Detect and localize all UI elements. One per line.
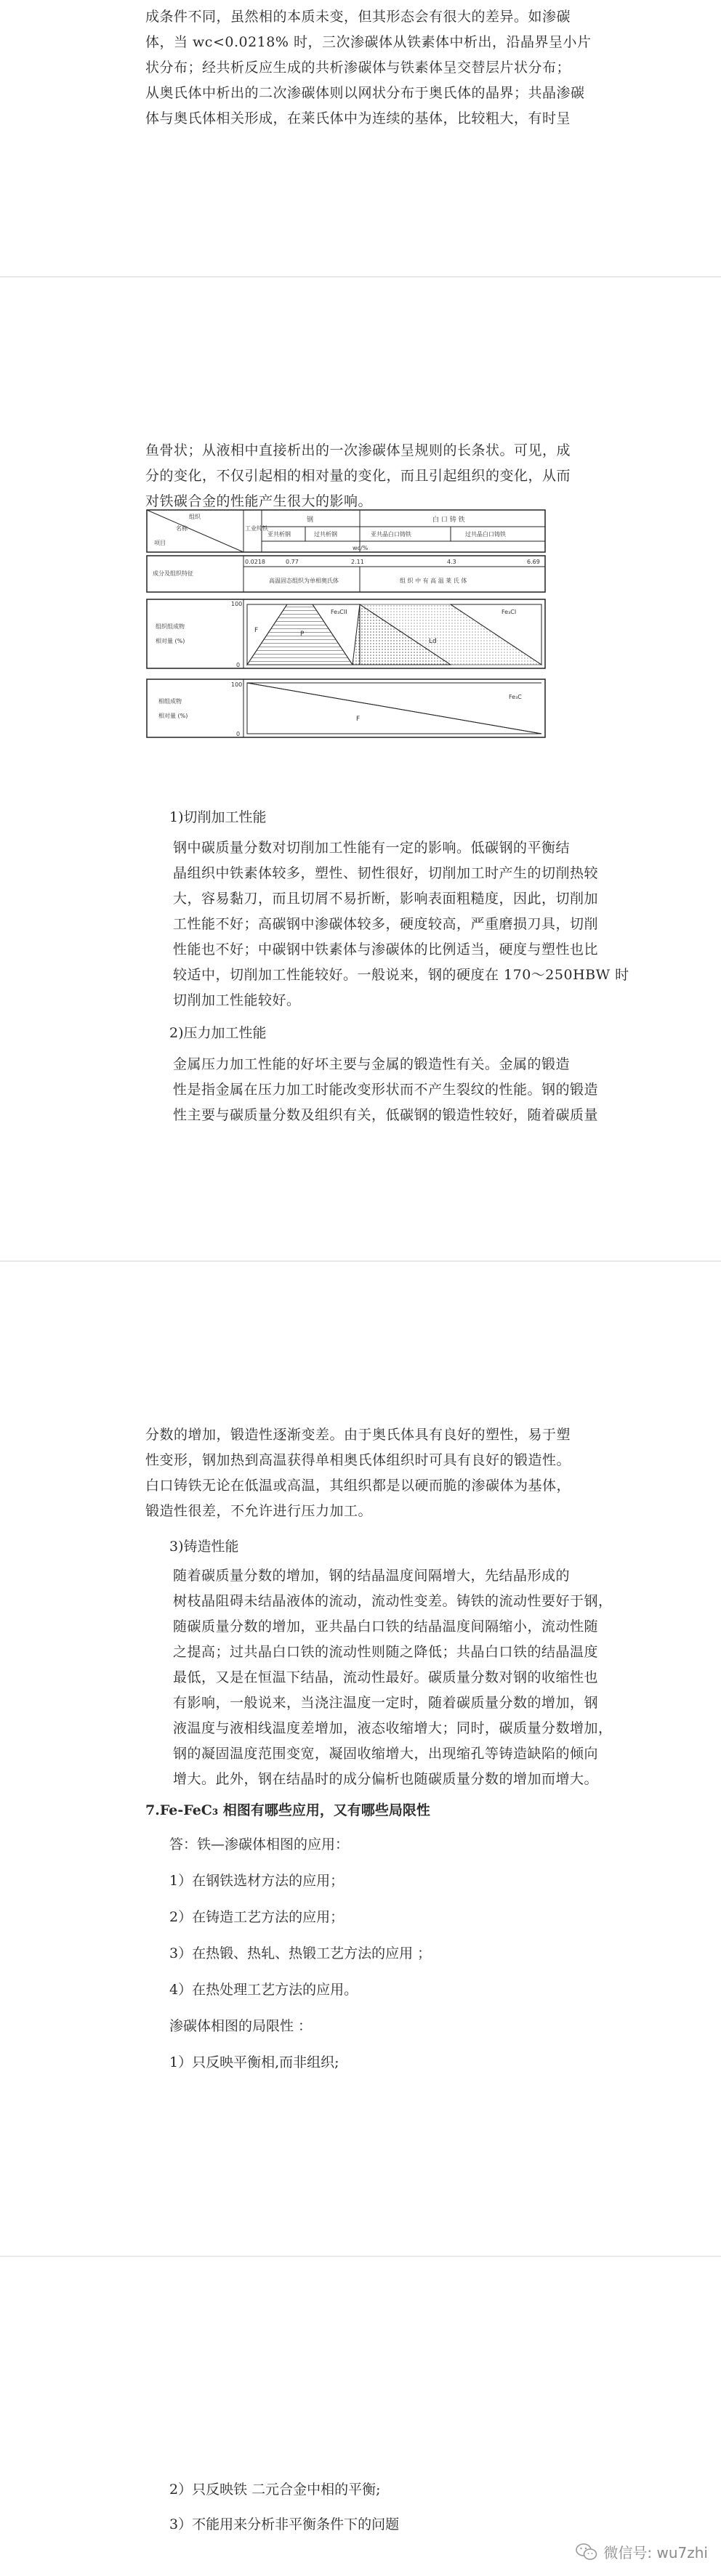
paragraph-forging-continued [145, 1422, 571, 1524]
text-line: 树枝晶阻碍未结晶液体的流动，流动性变差。铸铁的流动性要好于钢， [173, 1593, 613, 1609]
answer-line: 3）在热锻、热轧、热锻工艺方法的应用 ； [169, 1945, 432, 1961]
text-line: 分的变化，不仅引起相的相对量的变化，而且引起组织的变化，从而 [145, 468, 571, 484]
answer-line: 4）在热处理工艺方法的应用。 [169, 1982, 358, 1998]
text-line: 对铁碳合金的性能产生很大的影响。 [145, 493, 373, 509]
answer-line: 渗碳体相图的局限性 ： [169, 2018, 313, 2034]
text-line: 大，容易黏刀，而且切屑不易折断，影响表面粗糙度，因此，切削加 [173, 891, 599, 907]
watermark-text: 微信号: wu7zhi [603, 2544, 708, 2561]
text-line: 有影响，一般说来，当浇注温度一定时，随着碳质量分数的增加，钢 [173, 1695, 599, 1711]
wechat-watermark [576, 2541, 708, 2562]
phase-row-frame [147, 679, 545, 737]
paragraph-composition-effect [145, 438, 571, 514]
text-line: 分数的增加，锻造性逐渐变差。由于奥氏体具有良好的塑性，易于塑 [145, 1427, 571, 1443]
question-title: 7.Fe-FeC₃ 相图有哪些应用，又有哪些局限性 [145, 1802, 430, 1818]
header-label-organization: 组织 [189, 514, 201, 520]
heading-casting: 3)铸造性能 [169, 1539, 239, 1555]
hypoeutectoid-label: 亚共析钢 [267, 531, 291, 538]
steel-label: 钢 [307, 517, 314, 524]
answer-line: 1）在钢铁选材方法的应用； [169, 1873, 345, 1889]
text-line: 随着碳质量分数的增加，钢的结晶温度间隔增大，先结晶形成的 [173, 1568, 571, 1584]
header-label-item: 项目 [154, 540, 166, 546]
diagram-svg [145, 509, 549, 748]
section-divider [0, 2256, 721, 2257]
ld-label: Ld [429, 638, 437, 645]
text-line: 晶组织中铁素体较多，塑性、韧性很好，切削加工时产生的切削热较 [173, 865, 599, 881]
answer-line: 答：铁—渗碳体相图的应用： [169, 1836, 350, 1852]
phase-zero-label: 0 [236, 731, 241, 737]
text-line: 白口铸铁无论在低温或高温，其组织都是以硬而脆的渗碳体为基体， [145, 1478, 571, 1494]
text-line: 性主要与碳质量分数及组织有关，低碳钢的锻造性较好，随着碳质量 [173, 1107, 599, 1123]
text-line: 之提高；过共晶白口铁的流动性则随之降低；共晶白口铁的结晶温度 [173, 1644, 599, 1660]
text-line: 金属压力加工性能的好坏主要与金属的锻造性有关。金属的锻造 [173, 1056, 571, 1072]
answer-line: 2）在铸造工艺方法的应用； [169, 1909, 345, 1925]
carbon-tick-2: 2.11 [351, 559, 364, 565]
text-line: 从奥氏体中析出的二次渗碳体则以网状分布于奥氏体的晶界；共晶渗碳 [145, 85, 585, 101]
text-line: 最低，又是在恒温下结晶，流动性最好。碳质量分数对钢的收缩性也 [173, 1669, 599, 1685]
carbon-axis-label: wc/% [353, 545, 368, 551]
text-line: 钢的凝固温度范围变宽，凝固收缩增大，出现缩孔等铸造缺陷的倾向 [173, 1746, 599, 1762]
carbon-tick-1: 0.77 [286, 559, 299, 565]
text-line: 状分布；经共析反应生成的共析渗碳体与铁素体呈交替层片状分布； [145, 60, 571, 76]
composition-row-frame [147, 556, 545, 592]
constituent-label-1: 组织组成物 [156, 623, 185, 630]
text-line: 工性能不好；高碳钢中渗碳体较多，硬度较高，严重磨损刀具，切削 [173, 916, 599, 932]
carbon-tick-4: 6.69 [527, 559, 540, 565]
wechat-icon [576, 2543, 597, 2561]
heading-machinability: 1)切削加工性能 [169, 809, 267, 825]
text-line: 性是指金属在压力加工时能改变形状而不产生裂纹的性能。钢的锻造 [173, 1082, 599, 1098]
answer-line: 3）不能用来分析非平衡条件下的问题 [169, 2516, 400, 2532]
pure-iron-label: 工业纯铁 [245, 525, 268, 532]
iron-carbon-composition-diagram [145, 509, 549, 748]
text-line: 钢中碳质量分数对切削加工性能有一定的影响。低碳钢的平衡结 [173, 840, 571, 856]
phase-fe3c-label: Fe₃C [509, 694, 522, 700]
header-label-name: 名称 [176, 525, 188, 532]
text-line: 体，当 wc<0.0218% 时，三次渗碳体从铁素体中析出，沿晶界呈小片 [145, 34, 592, 50]
text-line: 随碳质量分数的增加，亚共晶白口铁的结晶温度间隔缩小，流动性随 [173, 1619, 599, 1635]
hypereutectoid-label: 过共析钢 [314, 531, 337, 538]
text-line: 锻造性很差，不允许进行压力加工。 [145, 1503, 373, 1519]
constituent-label-2: 相对量 (%) [156, 638, 185, 644]
paragraph-casting [145, 1563, 613, 1792]
paragraph-forging [145, 1052, 599, 1128]
section-divider [0, 276, 721, 278]
section-divider [0, 1260, 721, 1262]
text-line: 性能也不好；中碳钢中铁素体与渗碳体的比例适当，硬度与塑性也比 [173, 941, 599, 957]
fe3c-i-label: Fe₃CI [502, 609, 517, 615]
text-line: 成条件不同，虽然相的本质未变，但其形态会有很大的差异。如渗碳 [145, 9, 571, 25]
text-line: 体与奥氏体相关形成，在莱氏体中为连续的基体，比较粗大，有时呈 [145, 110, 571, 126]
austenite-text: 高温固态组织为单相奥氏体 [269, 578, 339, 584]
phase-f-label: F [356, 716, 360, 723]
answer-line: 2）只反映铁 二元合金中相的平衡; [169, 2482, 381, 2498]
text-line: 切削加工性能较好。 [173, 992, 301, 1008]
answer-line: 1）只反映平衡相,而非组织; [169, 2054, 339, 2070]
text-line: 性变形，钢加热到高温获得单相奥氏体组织时可具有良好的锻造性。 [145, 1452, 571, 1468]
hundred-label: 100 [231, 601, 243, 607]
phase-label-1: 相组成物 [158, 698, 182, 705]
cast-iron-label: 白 口 铸 铁 [432, 517, 465, 524]
hypereutectic-label: 过共晶白口铸铁 [465, 531, 506, 538]
pearlite-label: P [300, 631, 305, 638]
ledeburite-text: 组 织 中 有 高 温 莱 氏 体 [400, 578, 467, 584]
text-line: 液温度与液相线温度差增加，液态收缩增大；同时，碳质量分数增加， [173, 1720, 613, 1736]
paragraph-machinability [145, 835, 629, 1013]
composition-row-label: 成分及组织特征 [153, 570, 193, 577]
hypoeutectic-label: 亚共晶白口铸铁 [371, 531, 411, 538]
fe3c-ii-label: Fe₃CII [331, 609, 347, 615]
heading-forging: 2)压力加工性能 [169, 1025, 267, 1041]
zero-label: 0 [236, 662, 241, 668]
text-line: 增大。此外，钢在结晶时的成分偏析也随碳质量分数的增加而增大。 [173, 1771, 599, 1787]
text-line: 鱼骨状；从液相中直接析出的一次渗碳体呈规则的长条状。可见，成 [145, 442, 571, 458]
phase-label-2: 相对量 (%) [158, 713, 188, 719]
paragraph-phase-morphology [145, 4, 592, 131]
phase-hundred-label: 100 [231, 681, 243, 688]
carbon-tick-3: 4.3 [447, 559, 456, 565]
carbon-tick-0: 0.0218 [245, 559, 265, 565]
text-line: 较适中，切削加工性能较好。一般说来，钢的硬度在 170～250HBW 时 [173, 967, 629, 983]
ferrite-label: F [254, 627, 259, 634]
